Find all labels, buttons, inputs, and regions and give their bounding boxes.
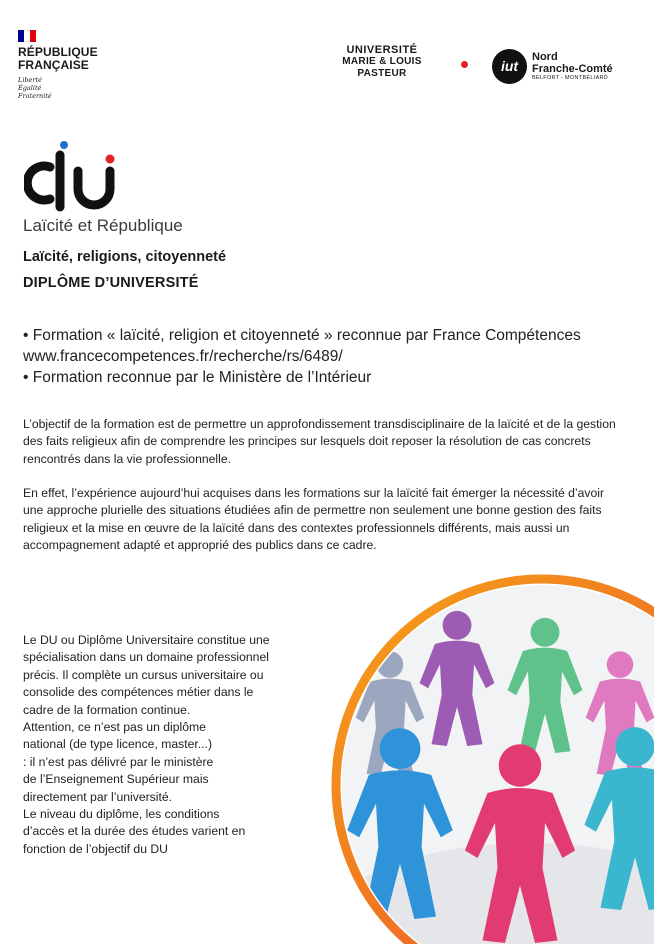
du-definition-line: Attention, ce n’est pas un diplôme [23, 720, 206, 735]
du-definition-line: directement par l’université. [23, 789, 173, 804]
page-title: Laïcité, religions, citoyenneté [23, 249, 227, 265]
du-definition-line: spécialisation dans un domaine professionnel [23, 650, 269, 665]
du-definition [23, 632, 323, 858]
du-definition-line: Le niveau du diplôme, les conditions [23, 807, 220, 822]
iut-line2: Franche-Comté [532, 63, 613, 75]
flag-red-band [30, 30, 36, 42]
republique-motto: Liberté Égalité Fraternité [18, 76, 52, 100]
page-subtitle: DIPLÔME D’UNIVERSITÉ [23, 275, 199, 291]
du-definition-line: de l’Enseignement Supérieur mais [23, 772, 209, 787]
du-definition-line: précis. Il complète un cursus universitaire ou [23, 667, 264, 682]
du-definition-line: consolide des compétences métier dans le [23, 685, 254, 700]
du-definition-line: Le DU ou Diplôme Universitaire constitue une [23, 633, 270, 647]
du-definition-line: cadre de la formation continue. [23, 702, 191, 717]
du-logo [24, 141, 124, 213]
du-logo-red-dot [106, 155, 115, 164]
people-circle-illustration [330, 573, 654, 944]
republique-name: RÉPUBLIQUE FRANÇAISE [18, 45, 98, 72]
objective-paragraph: L’objectif de la formation est de permettre un approfondissement transdisciplinaire de la laïcité et de la gestion des faits religieux afin de comprendre les principes sur lesquels doit reposer la résolution de cas concrets rencontrés dans la vie professionnelle. [23, 417, 616, 466]
french-flag-icon [18, 30, 36, 42]
separator-dot [461, 61, 468, 68]
bullet-ministere: • Formation reconnue par le Ministère de l’Intérieur [23, 369, 372, 386]
iut-badge: iut [492, 49, 527, 84]
iut-line3: BELFORT - MONTBÉLIARD [532, 75, 609, 81]
du-definition-line: : il n’est pas délivré par le ministère [23, 754, 214, 769]
france-competences-link[interactable]: www.francecompetences.fr/recherche/rs/6489/ [23, 348, 343, 365]
du-definition-line: d’accès et la durée des études varient en [23, 824, 246, 839]
experience-paragraph: En effet, l’expérience aujourd’hui acquises dans les formations sur la laïcité fait émerger la nécessité d’avoir une approche plurielle des situations étudiées afin de permettre non seulement une bonne gestion des faits religieux et la mise en œuvre de la laïcité dans des contextes professionnels différents, mais aussi un accompagnement adapté et approprié des publics dans ce cadre. [23, 486, 605, 552]
du-logo-blue-dot [60, 141, 68, 149]
highlights-list [23, 325, 643, 388]
iut-line1: Nord [532, 51, 558, 63]
umlp-line1: UNIVERSITÉ [346, 44, 418, 56]
du-definition-line: national (de type licence, master...) [23, 737, 213, 752]
umlp-logo [326, 44, 438, 80]
du-tagline: Laïcité et République [23, 216, 183, 235]
du-logo-u [78, 171, 110, 205]
republique-francaise-logo [18, 30, 128, 100]
du-logo-d-bowl [27, 166, 50, 200]
umlp-line2: MARIE & LOUIS PASTEUR [342, 56, 422, 79]
bullet-france-competences: • Formation « laïcité, religion et citoyenneté » reconnue par France Compétences [23, 327, 581, 344]
du-definition-line: fonction de l’objectif du DU [23, 841, 168, 856]
iut-logo-text [532, 52, 613, 82]
